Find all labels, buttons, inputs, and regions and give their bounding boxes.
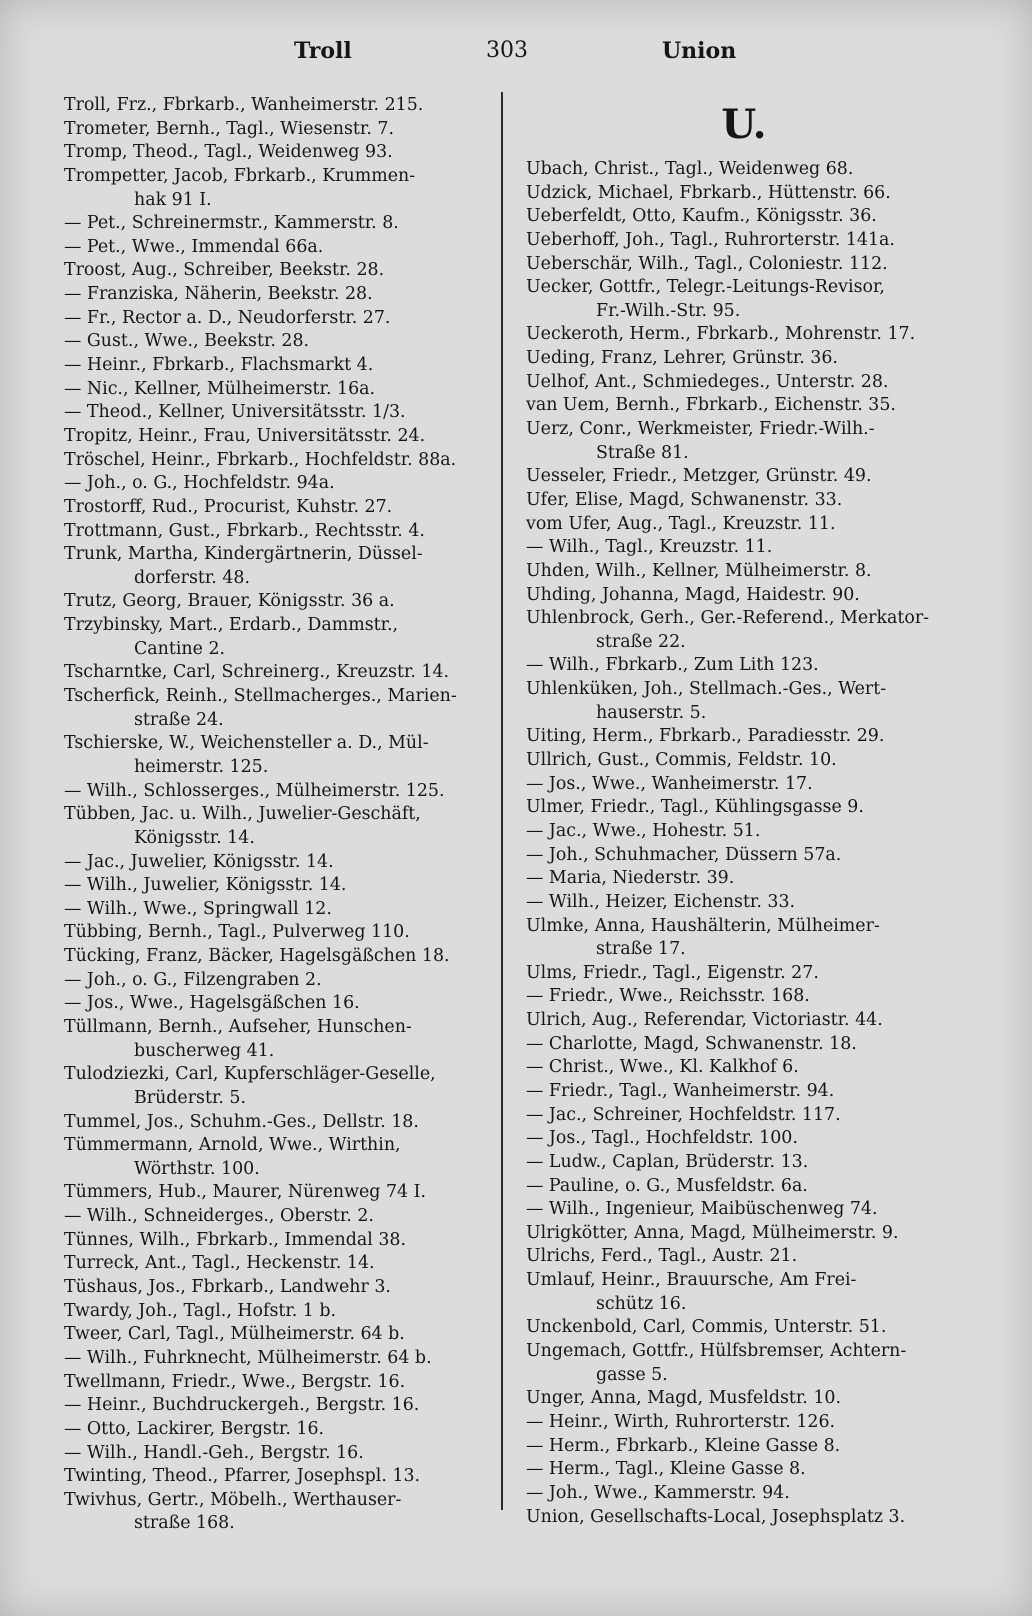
directory-entry — [526, 323, 962, 347]
directory-entry — [64, 94, 494, 118]
entry-line: — Christ., Wwe., Kl. Kalkhof 6. — [526, 1057, 799, 1078]
entry-line: — Gust., Wwe., Beekstr. 28. — [64, 331, 310, 352]
entry-line: — Wilh., Fbrkarb., Zum Lith 123. — [526, 655, 819, 676]
directory-entry — [64, 685, 494, 732]
directory-entry — [64, 1181, 494, 1205]
entry-continuation: straße 17. — [596, 939, 686, 960]
entry-line: — Wilh., Schlosserges., Mülheimerstr. 125. — [64, 780, 445, 801]
entry-line: — Otto, Lackirer, Bergstr. 16. — [64, 1418, 325, 1439]
entry-line: van Uem, Bernh., Fbrkarb., Eichenstr. 35. — [526, 395, 896, 416]
entry-line: Tümmers, Hub., Maurer, Nürenweg 74 I. — [64, 1182, 427, 1203]
directory-entry — [526, 1056, 962, 1080]
entry-line: Tummel, Jos., Schuhm.-Ges., Dellstr. 18. — [64, 1111, 419, 1132]
entry-line: Ueberhoff, Joh., Tagl., Ruhrorterstr. 141a. — [526, 229, 895, 250]
header-right-keyword: Union — [662, 38, 737, 64]
directory-entry — [526, 749, 962, 773]
directory-entry — [526, 1316, 962, 1340]
entry-line: Tüllmann, Bernh., Aufseher, Hunschen- — [64, 1016, 412, 1037]
entry-line: Ueckeroth, Herm., Fbrkarb., Mohrenstr. 17. — [526, 324, 916, 345]
directory-entry — [64, 1111, 494, 1135]
directory-entry — [64, 803, 494, 850]
entry-line: Trzybinsky, Mart., Erdarb., Dammstr., — [64, 615, 399, 636]
directory-entry — [64, 496, 494, 520]
directory-entry — [526, 253, 962, 277]
directory-entry — [526, 371, 962, 395]
directory-entry — [526, 654, 962, 678]
entry-line: — Wilh., Juwelier, Königsstr. 14. — [64, 875, 347, 896]
header-left-keyword: Troll — [294, 38, 352, 64]
entry-line: — Franziska, Näherin, Beekstr. 28. — [64, 284, 373, 305]
entry-line: Twivhus, Gertr., Möbelh., Werthauser- — [64, 1489, 402, 1510]
entry-continuation: buscherweg 41. — [134, 1040, 275, 1061]
directory-entry — [526, 489, 962, 513]
directory-entry — [64, 307, 494, 331]
entry-line: — Friedr., Wwe., Reichsstr. 168. — [526, 986, 810, 1007]
entry-line: Trompetter, Jacob, Fbrkarb., Krummen- — [64, 165, 416, 186]
directory-entry — [526, 465, 962, 489]
directory-entry — [64, 1134, 494, 1181]
directory-entry — [64, 354, 494, 378]
directory-entry — [526, 182, 962, 206]
entry-continuation: hak 91 I. — [134, 189, 212, 210]
directory-entry — [64, 520, 494, 544]
directory-entry — [526, 607, 962, 654]
directory-entry — [526, 1009, 962, 1033]
entry-line: Ubach, Christ., Tagl., Weidenweg 68. — [526, 159, 854, 179]
entry-line: Tulodziezki, Carl, Kupferschläger-Geselle, — [64, 1064, 436, 1085]
directory-entry — [64, 543, 494, 590]
directory-entry — [64, 1063, 494, 1110]
entry-line: — Joh., o. G., Hochfeldstr. 94a. — [64, 473, 335, 494]
entry-line: Unger, Anna, Magd, Musfeldstr. 10. — [526, 1388, 841, 1409]
entry-line: Uerz, Conr., Werkmeister, Friedr.-Wilh.- — [526, 419, 875, 440]
entry-line: Tschierske, W., Weichensteller a. D., Mül- — [64, 733, 429, 754]
entry-line: Uecker, Gottfr., Telegr.-Leitungs-Revisor, — [526, 277, 885, 298]
directory-entry — [526, 276, 962, 323]
entry-line: Umlauf, Heinr., Brauursche, Am Frei- — [526, 1270, 857, 1291]
entry-line: — Nic., Kellner, Mülheimerstr. 16a. — [64, 378, 376, 399]
entry-continuation: heimerstr. 125. — [134, 756, 269, 777]
entry-line: Turreck, Ant., Tagl., Heckenstr. 14. — [64, 1253, 375, 1274]
column-divider — [501, 92, 503, 1510]
directory-entry — [526, 985, 962, 1009]
entry-continuation: straße 22. — [596, 631, 686, 652]
directory-entry — [64, 1205, 494, 1229]
entry-line: — Herm., Tagl., Kleine Gasse 8. — [526, 1459, 806, 1480]
directory-entry — [64, 1252, 494, 1276]
directory-entry — [526, 513, 962, 537]
entry-line: — Joh., Schuhmacher, Düssern 57a. — [526, 844, 842, 865]
directory-entry — [526, 820, 962, 844]
directory-entry — [526, 1175, 962, 1199]
directory-entry — [526, 962, 962, 986]
entry-line: vom Ufer, Aug., Tagl., Kreuzstr. 11. — [526, 513, 836, 534]
directory-entry — [526, 1387, 962, 1411]
directory-entry — [526, 1245, 962, 1269]
directory-entry — [64, 1347, 494, 1371]
page-number: 303 — [486, 38, 528, 63]
entry-line: Tünnes, Wilh., Fbrkarb., Immendal 38. — [64, 1229, 406, 1250]
entry-line: Tscherfick, Reinh., Stellmacherges., Marien- — [64, 686, 457, 707]
entry-continuation: schütz 16. — [596, 1293, 687, 1314]
entry-line: Ulrigkötter, Anna, Magd, Mülheimerstr. 9. — [526, 1222, 899, 1243]
right-column — [526, 100, 962, 1529]
entry-line: Uiting, Herm., Fbrkarb., Paradiesstr. 29. — [526, 726, 885, 747]
entry-line: — Heinr., Buchdruckergeh., Bergstr. 16. — [64, 1395, 420, 1416]
entry-continuation: dorferstr. 48. — [134, 567, 250, 588]
entry-line: Uelhof, Ant., Schmiedeges., Unterstr. 28. — [526, 371, 889, 392]
entry-line: Tröschel, Heinr., Fbrkarb., Hochfeldstr. 88a. — [64, 449, 457, 470]
entry-line: Tücking, Franz, Bäcker, Hagelsgäßchen 18. — [64, 946, 450, 967]
directory-entry — [526, 1458, 962, 1482]
directory-entry — [526, 394, 962, 418]
directory-entry — [526, 560, 962, 584]
directory-entry — [526, 536, 962, 560]
directory-entry — [64, 236, 494, 260]
entry-line: Ufer, Elise, Magd, Schwanenstr. 33. — [526, 489, 843, 510]
entry-line: — Jac., Juwelier, Königsstr. 14. — [64, 851, 334, 872]
entry-line: Uhlenbrock, Gerh., Ger.-Referend., Merkator- — [526, 608, 930, 629]
entry-line: Troll, Frz., Fbrkarb., Wanheimerstr. 215. — [64, 95, 424, 115]
entry-line: — Heinr., Wirth, Ruhrorterstr. 126. — [526, 1411, 836, 1432]
entry-line: Tweer, Carl, Tagl., Mülheimerstr. 64 b. — [64, 1324, 405, 1345]
directory-entry — [64, 165, 494, 212]
entry-line: — Theod., Kellner, Universitätsstr. 1/3. — [64, 402, 406, 423]
directory-entry — [526, 1222, 962, 1246]
directory-entry — [526, 844, 962, 868]
entry-line: — Jac., Schreiner, Hochfeldstr. 117. — [526, 1104, 841, 1125]
entry-line: — Pauline, o. G., Musfeldstr. 6a. — [526, 1175, 808, 1196]
entry-line: — Jos., Tagl., Hochfeldstr. 100. — [526, 1128, 798, 1149]
directory-entry — [526, 158, 962, 182]
entry-line: Uhlenküken, Joh., Stellmach.-Ges., Wert- — [526, 679, 887, 700]
entry-line: — Jos., Wwe., Wanheimerstr. 17. — [526, 773, 813, 794]
section-letter: U. — [721, 101, 767, 148]
entry-line: — Friedr., Tagl., Wanheimerstr. 94. — [526, 1080, 835, 1101]
entry-line: — Fr., Rector a. D., Neudorferstr. 27. — [64, 307, 391, 328]
entry-line: Unckenbold, Carl, Commis, Unterstr. 51. — [526, 1317, 887, 1338]
directory-entry — [64, 1442, 494, 1466]
page-header — [0, 38, 1032, 74]
directory-entry — [64, 590, 494, 614]
entry-line: — Pet., Schreinermstr., Kammerstr. 8. — [64, 213, 399, 234]
directory-entry — [64, 921, 494, 945]
entry-line: — Joh., o. G., Filzengraben 2. — [64, 969, 322, 990]
entry-line: — Wilh., Handl.-Geh., Bergstr. 16. — [64, 1442, 364, 1463]
directory-entry — [64, 141, 494, 165]
directory-entry — [64, 851, 494, 875]
directory-entry — [64, 1371, 494, 1395]
directory-entry — [64, 780, 494, 804]
directory-entry — [64, 898, 494, 922]
directory-entry — [526, 1080, 962, 1104]
directory-entry — [526, 1482, 962, 1506]
entry-line: Trottmann, Gust., Fbrkarb., Rechtsstr. 4. — [64, 520, 425, 541]
directory-entry — [64, 1418, 494, 1442]
entry-line: Ueberschär, Wilh., Tagl., Coloniestr. 112. — [526, 253, 888, 274]
entry-line: — Wilh., Heizer, Eichenstr. 33. — [526, 891, 796, 912]
directory-entry — [64, 1276, 494, 1300]
left-column — [64, 94, 494, 1536]
directory-entry — [526, 1033, 962, 1057]
directory-entry — [526, 725, 962, 749]
directory-entry — [64, 732, 494, 779]
directory-entry — [64, 1229, 494, 1253]
entry-continuation: straße 168. — [134, 1513, 235, 1534]
entry-line: Uhding, Johanna, Magd, Haidestr. 90. — [526, 584, 860, 605]
entry-line: — Herm., Fbrkarb., Kleine Gasse 8. — [526, 1435, 841, 1456]
directory-entry — [526, 678, 962, 725]
entry-line: Uhden, Wilh., Kellner, Mülheimerstr. 8. — [526, 560, 872, 581]
directory-entry — [526, 584, 962, 608]
entry-line: Twardy, Joh., Tagl., Hofstr. 1 b. — [64, 1300, 337, 1321]
directory-entry — [526, 1151, 962, 1175]
directory-entry — [526, 1198, 962, 1222]
entry-line: Twinting, Theod., Pfarrer, Josephspl. 13. — [64, 1466, 421, 1487]
entry-line: — Jac., Wwe., Hohestr. 51. — [526, 820, 761, 841]
directory-entry — [526, 1340, 962, 1387]
entry-line: Ulmer, Friedr., Tagl., Kühlingsgasse 9. — [526, 797, 864, 818]
entry-continuation: hauserstr. 5. — [596, 702, 707, 723]
entry-continuation: Wörthstr. 100. — [134, 1158, 260, 1179]
directory-entry — [64, 330, 494, 354]
entry-line: Trometer, Bernh., Tagl., Wiesenstr. 7. — [64, 118, 394, 139]
entry-line: — Wilh., Ingenieur, Maibüschenweg 74. — [526, 1199, 878, 1220]
entry-line: Tüshaus, Jos., Fbrkarb., Landwehr 3. — [64, 1277, 391, 1298]
directory-entry — [526, 1269, 962, 1316]
directory-entry — [64, 118, 494, 142]
directory-entry — [526, 1411, 962, 1435]
directory-entry — [526, 891, 962, 915]
directory-entry — [64, 969, 494, 993]
entry-line: Tümmermann, Arnold, Wwe., Wirthin, — [64, 1135, 401, 1156]
entry-line: Ueberfeldt, Otto, Kaufm., Königsstr. 36. — [526, 206, 877, 227]
directory-entry — [526, 418, 962, 465]
directory-entry — [64, 283, 494, 307]
directory-entry — [526, 347, 962, 371]
entry-line: — Pet., Wwe., Immendal 66a. — [64, 236, 324, 257]
directory-entry — [64, 945, 494, 969]
entry-continuation: Brüderstr. 5. — [134, 1087, 246, 1108]
directory-entry — [526, 773, 962, 797]
entry-continuation: Königsstr. 14. — [134, 827, 255, 848]
directory-entry — [526, 796, 962, 820]
directory-entry — [526, 1104, 962, 1128]
entry-line: — Wilh., Tagl., Kreuzstr. 11. — [526, 537, 773, 558]
directory-entry — [64, 449, 494, 473]
entry-line: — Maria, Niederstr. 39. — [526, 868, 735, 889]
entry-line: — Wilh., Fuhrknecht, Mülheimerstr. 64 b. — [64, 1347, 432, 1368]
entry-line: Ulrich, Aug., Referendar, Victoriastr. 44. — [526, 1010, 883, 1031]
entry-line: Tscharntke, Carl, Schreinerg., Kreuzstr. 14. — [64, 662, 450, 683]
entry-line: Tübben, Jac. u. Wilh., Juwelier-Geschäft, — [64, 804, 421, 825]
entry-line: Ulmke, Anna, Haushälterin, Mülheimer- — [526, 915, 880, 936]
entry-line: Ueding, Franz, Lehrer, Grünstr. 36. — [526, 348, 838, 369]
directory-entry — [64, 661, 494, 685]
entry-line: Ullrich, Gust., Commis, Feldstr. 10. — [526, 750, 837, 771]
entry-line: Ungemach, Gottfr., Hülfsbremser, Achtern- — [526, 1341, 907, 1362]
entry-line: — Ludw., Caplan, Brüderstr. 13. — [526, 1151, 809, 1172]
directory-entry — [526, 205, 962, 229]
directory-entry — [64, 614, 494, 661]
entry-continuation: Fr.-Wilh.-Str. 95. — [596, 300, 741, 321]
directory-entry — [526, 1127, 962, 1151]
entry-line: — Jos., Wwe., Hagelsgäßchen 16. — [64, 993, 360, 1014]
entry-line: — Wilh., Wwe., Springwall 12. — [64, 898, 332, 919]
entry-line: Twellmann, Friedr., Wwe., Bergstr. 16. — [64, 1371, 406, 1392]
directory-entry — [64, 212, 494, 236]
entry-line: — Joh., Wwe., Kammerstr. 94. — [526, 1482, 790, 1503]
directory-entry — [526, 1435, 962, 1459]
entry-line: Ulrichs, Ferd., Tagl., Austr. 21. — [526, 1246, 798, 1267]
directory-entry — [64, 259, 494, 283]
directory-entry — [526, 229, 962, 253]
directory-entry — [64, 1465, 494, 1489]
entry-line: Trunk, Martha, Kindergärtnerin, Düssel- — [64, 544, 423, 565]
directory-entry — [64, 1300, 494, 1324]
entry-line: Troost, Aug., Schreiber, Beekstr. 28. — [64, 260, 385, 281]
entry-line: Tromp, Theod., Tagl., Weidenweg 93. — [64, 142, 393, 163]
entry-line: — Wilh., Schneiderges., Oberstr. 2. — [64, 1206, 374, 1227]
directory-entry — [526, 867, 962, 891]
entry-line: Union, Gesellschafts-Local, Josephsplatz 3. — [526, 1506, 906, 1527]
entry-line: — Heinr., Fbrkarb., Flachsmarkt 4. — [64, 355, 374, 376]
directory-entry — [64, 378, 494, 402]
entry-line: Trostorff, Rud., Procurist, Kuhstr. 27. — [64, 496, 393, 517]
entry-continuation: straße 24. — [134, 709, 224, 730]
entry-continuation: gasse 5. — [596, 1364, 668, 1385]
entry-line: Trutz, Georg, Brauer, Königsstr. 36 a. — [64, 591, 395, 612]
directory-entry — [64, 874, 494, 898]
entry-continuation: Cantine 2. — [134, 638, 226, 659]
directory-entry — [64, 1394, 494, 1418]
entry-line: — Charlotte, Magd, Schwanenstr. 18. — [526, 1033, 857, 1054]
directory-entry — [64, 1489, 494, 1536]
entry-continuation: Straße 81. — [596, 442, 689, 463]
entry-line: Tropitz, Heinr., Frau, Universitätsstr. 24. — [64, 425, 426, 446]
entry-line: Uesseler, Friedr., Metzger, Grünstr. 49. — [526, 466, 872, 487]
entry-line: Tübbing, Bernh., Tagl., Pulverweg 110. — [64, 922, 410, 943]
directory-entry — [64, 472, 494, 496]
directory-entry — [64, 401, 494, 425]
entry-line: Udzick, Michael, Fbrkarb., Hüttenstr. 66. — [526, 182, 891, 203]
directory-entry — [526, 1506, 962, 1530]
directory-entry — [64, 425, 494, 449]
directory-entry — [64, 1016, 494, 1063]
directory-entry — [64, 992, 494, 1016]
directory-entry — [526, 915, 962, 962]
directory-entry — [64, 1323, 494, 1347]
entry-line: Ulms, Friedr., Tagl., Eigenstr. 27. — [526, 962, 819, 983]
